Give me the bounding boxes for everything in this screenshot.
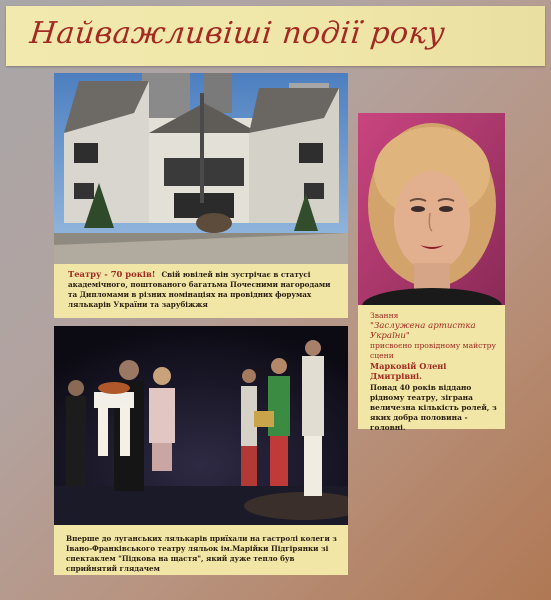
guest-troupe-stage-photo <box>54 326 348 525</box>
header-banner <box>6 6 545 66</box>
anniversary-heading: Театру - 70 років! <box>68 269 156 279</box>
theatre-anniversary-caption <box>54 264 348 318</box>
honored-artist-caption <box>358 305 505 432</box>
actress-portrait-photo <box>358 113 505 306</box>
guest-tour-caption <box>54 525 348 575</box>
honor-title: "Заслужена артистка України" <box>370 321 476 341</box>
anniversary-text: Свій ювілей він зустрічає в статусі академічного, поштованого багатьма Почесними нагородами та Дипломами в різних номінаціях на провідних форумах лялькарів України та зарубіжжя <box>68 270 331 309</box>
title-label: Звання <box>370 311 399 320</box>
artist-description: Понад 40 років віддано рідному театру, зіграна величезна кількість ролей, з яких добра половина - головні. <box>370 383 497 432</box>
page-title: Найважливіші події року <box>28 16 447 51</box>
awarded-to-label: присвоєно провідному майстру сцени <box>370 341 496 360</box>
guest-tour-text: Вперше до луганських лялькарів приїхали на гастролі колеги з Івано-Франківського театру ляльок ім.Марійки Підгірянки зі спектаклем "Підкова на щастя", який дуже тепло був сприйнятий глядачем <box>66 534 337 573</box>
artist-name: Марковій Олені Дмитрівні. <box>370 361 447 381</box>
theatre-building-photo <box>54 73 348 264</box>
